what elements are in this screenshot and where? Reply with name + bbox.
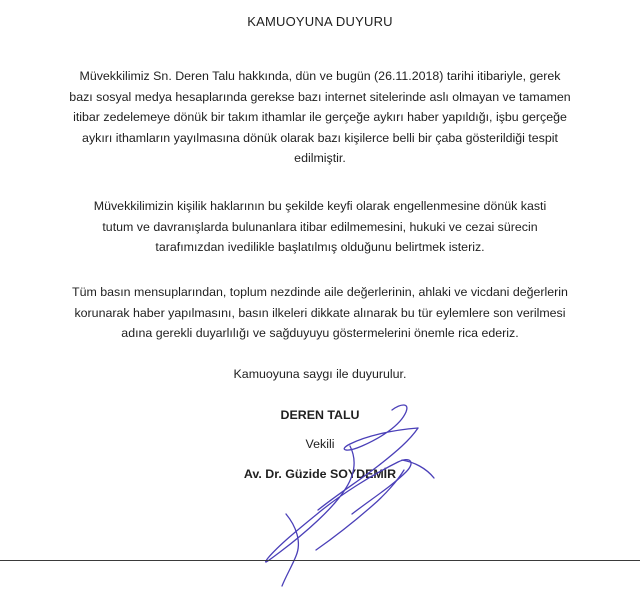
- paragraph-line: edilmiştir.: [294, 151, 346, 165]
- paragraph-line: Tüm basın mensuplarından, toplum nezdinde aile değerlerinin, ahlaki ve vicdani değerlerin: [72, 285, 568, 299]
- paragraph-line: aykırı ithamların yayılmasına dönük olarak bazı kişilerce belli bir çaba gösterildiği tespit: [82, 130, 558, 145]
- paragraph-line: bazı sosyal medya hesaplarında gerekse bazı internet sitelerinde aslı olmayan ve tamamen: [69, 89, 571, 104]
- client-name: DEREN TALU: [280, 408, 360, 422]
- paragraph-line: korunarak haber yapılmasını, basın ilkeleri dikkate alınarak bu tür eylemlere son verilmesi: [74, 305, 566, 320]
- paragraph-line: tutum ve davranışlarda bulunanlara itibar edilmemesini, hukuki ve cezai sürecin: [102, 219, 538, 234]
- paragraph-1: [30, 66, 610, 169]
- paragraph-3: [30, 282, 610, 344]
- paragraph-line: itibar zedelemeye dönük bir takım ithamlar ile gerçeğe aykırı haber yapıldığı, işbu gerçeğe: [73, 110, 567, 124]
- lawyer-name: Av. Dr. Güzide SOYDEMİR: [243, 467, 397, 481]
- document-title: KAMUOYUNA DUYURU: [247, 14, 393, 29]
- signature-role: Vekili: [305, 437, 335, 451]
- paragraph-line: Müvekkilimizin kişilik haklarının bu şekilde keyfi olarak engellenmesine dönük kasti: [93, 199, 547, 213]
- paragraph-line: tarafımızdan ivedilikle başlatılmış olduğunu belirtmek isteriz.: [155, 240, 485, 254]
- divider-line: [0, 560, 640, 561]
- paragraph-2: [30, 196, 610, 258]
- closing-statement: Kamuoyuna saygı ile duyurulur.: [233, 367, 407, 381]
- paragraph-line: Müvekkilimiz Sn. Deren Talu hakkında, dün ve bugün (26.11.2018) tarihi itibariyle, gerek: [79, 69, 561, 83]
- paragraph-line: adına gerekli duyarlılığı ve sağduyuyu göstermelerini önemle rica ederiz.: [121, 326, 519, 340]
